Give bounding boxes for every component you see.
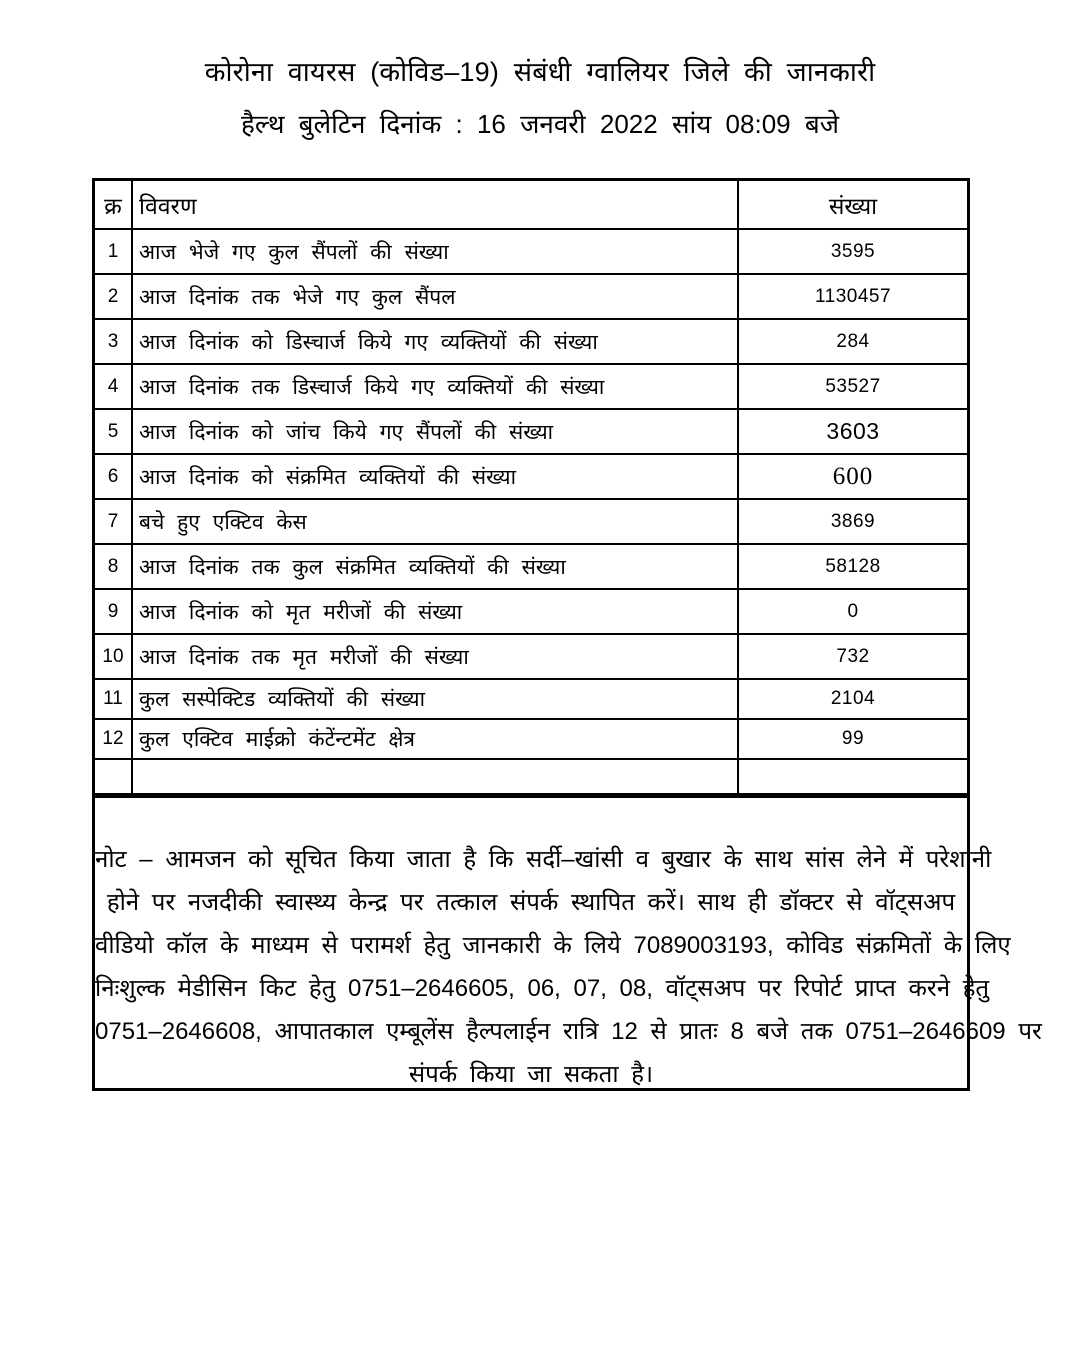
description-cell: कुल सस्पेक्टिड व्यक्तियों की संख्या — [132, 679, 738, 719]
page-title: कोरोना वायरस (कोविड–19) संबंधी ग्वालियर जिले की जानकारी — [204, 57, 876, 87]
table-header-row — [95, 181, 967, 229]
serial-cell: 5 — [95, 409, 132, 454]
count-cell: 53527 — [738, 364, 967, 409]
note-line: होने पर नजदीकी स्वास्थ्य केन्द्र पर तत्काल संपर्क स्थापित करें। साथ ही डॉक्टर से वॉट्सअप — [106, 889, 956, 916]
description-cell: आज दिनांक को मृत मरीजों की संख्या — [132, 589, 738, 634]
table-row — [95, 679, 967, 719]
serial-cell: 6 — [95, 454, 132, 499]
count-cell: 2104 — [738, 679, 967, 719]
table-row-empty — [95, 759, 967, 793]
bulletin-sheet — [92, 178, 1042, 1091]
count-cell: 732 — [738, 634, 967, 679]
header-description: विवरण — [132, 181, 738, 229]
serial-cell: 8 — [95, 544, 132, 589]
page-subtitle: हैल्थ बुलेटिन दिनांक : 16 जनवरी 2022 सांय 08:09 बजे — [241, 109, 839, 139]
note-line: निःशुल्क मेडीसिन किट हेतु 0751–2646605, 06, 07, 08, वॉट्सअप पर रिपोर्ट प्राप्त करने हेतु — [95, 975, 990, 1002]
table-row — [95, 274, 967, 319]
count-cell: 3595 — [738, 229, 967, 274]
table-row — [95, 499, 967, 544]
description-cell: आज दिनांक तक कुल संक्रमित व्यक्तियों की संख्या — [132, 544, 738, 589]
bulletin-table — [95, 181, 967, 793]
serial-cell: 12 — [95, 719, 132, 759]
header-count: संख्या — [738, 181, 967, 229]
description-cell: आज दिनांक तक मृत मरीजों की संख्या — [132, 634, 738, 679]
serial-cell: 1 — [95, 229, 132, 274]
count-cell: 3869 — [738, 499, 967, 544]
table-row — [95, 634, 967, 679]
count-cell: 58128 — [738, 544, 967, 589]
count-cell: 99 — [738, 719, 967, 759]
count-cell: 0 — [738, 589, 967, 634]
table-row — [95, 454, 967, 499]
description-cell: आज भेजे गए कुल सैंपलों की संख्या — [132, 229, 738, 274]
serial-cell: 2 — [95, 274, 132, 319]
description-cell: आज दिनांक को डिस्चार्ज किये गए व्यक्तियों की संख्या — [132, 319, 738, 364]
table-row — [95, 319, 967, 364]
description-cell: कुल एक्टिव माईक्रो कंटेंन्टमेंट क्षेत्र — [132, 719, 738, 759]
description-cell: आज दिनांक को संक्रमित व्यक्तियों की संख्या — [132, 454, 738, 499]
page-header — [0, 0, 1080, 141]
count-cell: 1130457 — [738, 274, 967, 319]
table-row — [95, 229, 967, 274]
header-serial: क्र — [95, 181, 132, 229]
note-box — [95, 793, 1042, 1088]
count-cell: 284 — [738, 319, 967, 364]
description-cell — [132, 759, 738, 793]
description-cell: आज दिनांक तक भेजे गए कुल सैंपल — [132, 274, 738, 319]
note-line: नोट – आमजन को सूचित किया जाता है कि सर्दी–खांसी व बुखार के साथ सांस लेने में परेशानी — [95, 846, 992, 873]
serial-cell: 4 — [95, 364, 132, 409]
serial-cell — [95, 759, 132, 793]
description-cell: बचे हुए एक्टिव केस — [132, 499, 738, 544]
table-row — [95, 589, 967, 634]
description-cell: आज दिनांक को जांच किये गए सैंपलों की संख्या — [132, 409, 738, 454]
serial-cell: 9 — [95, 589, 132, 634]
note-line: वीडियो कॉल के माध्यम से परामर्श हेतु जानकारी के लिये 7089003193, कोविड संक्रमितों के लिए — [95, 932, 1011, 959]
count-cell: 600 — [738, 454, 967, 499]
serial-cell: 7 — [95, 499, 132, 544]
count-cell — [738, 759, 967, 793]
note-line: संपर्क किया जा सकता है। — [408, 1061, 654, 1088]
table-row — [95, 544, 967, 589]
serial-cell: 11 — [95, 679, 132, 719]
serial-cell: 10 — [95, 634, 132, 679]
description-cell: आज दिनांक तक डिस्चार्ज किये गए व्यक्तियों की संख्या — [132, 364, 738, 409]
table-row — [95, 719, 967, 759]
table-row — [95, 409, 967, 454]
note-line: 0751–2646608, आपातकाल एम्बूलेंस हैल्पलाईन रात्रि 12 से प्रातः 8 बजे तक 0751–2646609 पर — [95, 1018, 1042, 1045]
count-cell: 3603 — [738, 409, 967, 454]
serial-cell: 3 — [95, 319, 132, 364]
table-row — [95, 364, 967, 409]
